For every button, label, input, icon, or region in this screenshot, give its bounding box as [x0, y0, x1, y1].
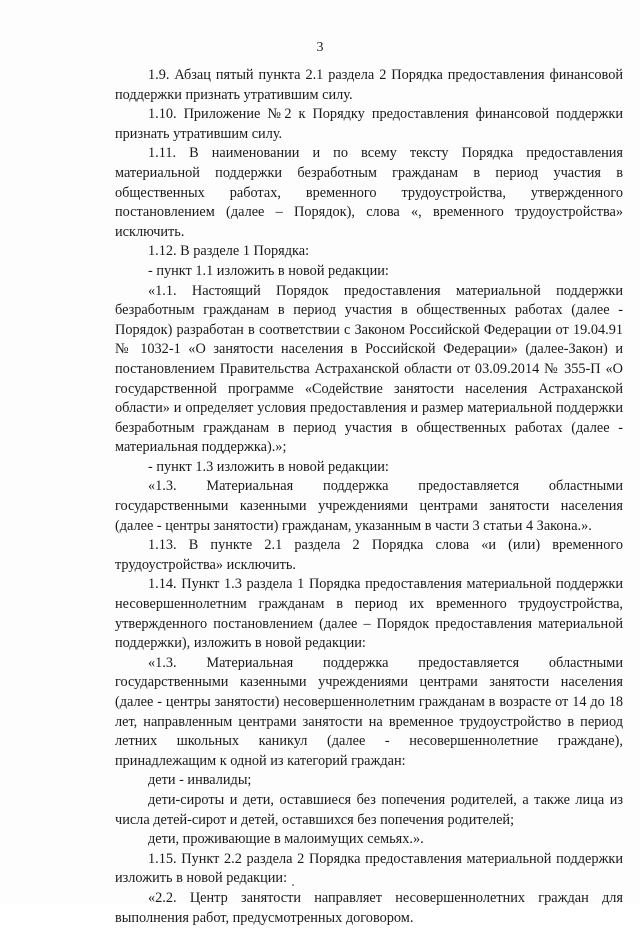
paragraph-item-1-1: - пункт 1.1 изложить в новой редакции:	[148, 262, 389, 279]
paragraph-item-1-3: - пункт 1.3 изложить в новой редакции:	[148, 458, 389, 475]
paragraph-quote-1-3: «1.3. Материальная поддержка предоставляется областными государственными казенными учреждениями центрами занятости населения (далее - центры занятости) гражданам, указанным в части 3 статьи 4 Закона.».	[115, 478, 623, 534]
paragraph-category-orphans: дети-сироты и дети, оставшиеся без попечения родителей, а также лица из числа детей-сирот и детей, оставшихся без попечения родителей;	[115, 791, 623, 828]
paragraph-1-11: 1.11. В наименовании и по всему тексту Порядка предоставления материальной поддержки безработным гражданам в период участия в общественных работах, временного трудоустройства, утвержденного постановлением (далее – Порядок), слова «, временного трудоустройства» исключить.	[115, 145, 623, 240]
paragraph-1-10: 1.10. Приложение №2 к Порядку предоставления финансовой поддержки признать утратившим силу.	[115, 106, 623, 142]
paragraph-quote-2-2: «2.2. Центр занятости направляет несовершеннолетних граждан для выполнения работ, предусмотренных договором.	[115, 889, 623, 926]
document-body	[115, 66, 623, 928]
scan-dot	[292, 884, 294, 886]
paragraph-1-9: 1.9. Абзац пятый пункта 2.1 раздела 2 Порядка предоставления финансовой поддержки признать утратившим силу.	[115, 67, 623, 103]
paragraph-quote-1-1: «1.1. Настоящий Порядок предоставления материальной поддержки безработным гражданам в период участия в общественных работах (далее - Порядок) разработан в соответствии с Законом Российской Федерации от 19.04.91 № 1032-1 «О занятости населения в Российской Федерации» (далее-Закон) и постановлением Правительства Астраханской области от 03.09.2014 № 355-П «О государственной программе «Содействие занятости населения Астраханской области» и определяет условия предоставления и размер материальной поддержки безработным гражданам в период участия в общественных работах (далее - материальная поддержка).»;	[115, 282, 623, 456]
paragraph-1-14: 1.14. Пункт 1.3 раздела 1 Порядка предоставления материальной поддержки несовершеннолетним гражданам в период их временного трудоустройства, утвержденного постановлением (далее – Порядок предоставления материальной поддержки), изложить в новой редакции:	[115, 576, 623, 652]
paragraph-1-15: 1.15. Пункт 2.2 раздела 2 Порядка предоставления материальной поддержки изложить в новой редакции:	[115, 850, 623, 887]
paragraph-1-13: 1.13. В пункте 2.1 раздела 2 Порядка слова «и (или) временного трудоустройства» исключить.	[115, 537, 623, 573]
paragraph-quote-1-3-minors: «1.3. Материальная поддержка предоставляется областными государственными казенными учреждениями центрами занятости населения (далее - центры занятости) несовершеннолетним гражданам в возрасте от 14 до 18 лет, направленным центрами занятости на временное трудоустройство в период летних школьных каникул (далее - несовершеннолетние граждане), принадлежащим к одной из категорий граждан:	[115, 654, 623, 769]
paragraph-category-disabled: дети - инвалиды;	[148, 772, 252, 789]
page-number: 3	[316, 40, 324, 55]
paragraph-category-low-income: дети, проживающие в малоимущих семьях.».	[148, 831, 424, 848]
paragraph-1-12: 1.12. В разделе 1 Порядка:	[148, 243, 310, 260]
